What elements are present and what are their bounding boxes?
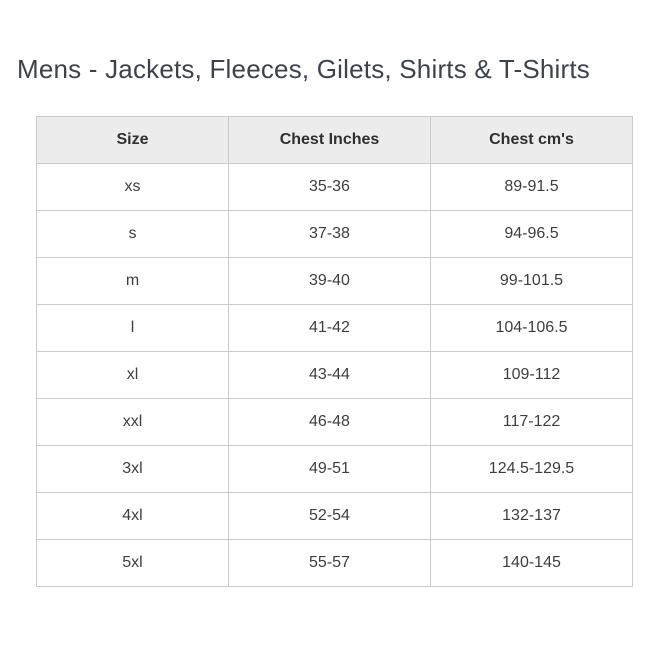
size-cell: xs [37, 164, 229, 211]
chest-cm-cell: 99-101.5 [431, 258, 633, 305]
page-title: Mens - Jackets, Fleeces, Gilets, Shirts & T-Shirts [17, 54, 591, 84]
table-row-4xl [37, 493, 633, 540]
size-cell: 3xl [37, 446, 229, 493]
size-cell: xl [37, 352, 229, 399]
column-header-size: Size [37, 117, 229, 164]
size-chart-table [36, 116, 633, 587]
size-cell: 4xl [37, 493, 229, 540]
size-cell: xxl [37, 399, 229, 446]
chest-inches-cell: 55-57 [229, 540, 431, 587]
chest-inches-cell: 46-48 [229, 399, 431, 446]
size-cell: m [37, 258, 229, 305]
table-row-3xl [37, 446, 633, 493]
chest-inches-cell: 49-51 [229, 446, 431, 493]
chest-inches-cell: 52-54 [229, 493, 431, 540]
chest-inches-cell: 41-42 [229, 305, 431, 352]
chest-cm-cell: 140-145 [431, 540, 633, 587]
size-cell: l [37, 305, 229, 352]
table-header-row [37, 117, 633, 164]
chest-inches-cell: 37-38 [229, 211, 431, 258]
chest-inches-cell: 35-36 [229, 164, 431, 211]
chest-inches-cell: 39-40 [229, 258, 431, 305]
chest-cm-cell: 132-137 [431, 493, 633, 540]
table-row-s [37, 211, 633, 258]
chest-inches-cell: 43-44 [229, 352, 431, 399]
column-header-chest-cm: Chest cm's [431, 117, 633, 164]
chest-cm-cell: 124.5-129.5 [431, 446, 633, 493]
chest-cm-cell: 109-112 [431, 352, 633, 399]
size-cell: s [37, 211, 229, 258]
table-row-xl [37, 352, 633, 399]
chest-cm-cell: 104-106.5 [431, 305, 633, 352]
table-row-xs [37, 164, 633, 211]
table-row-m [37, 258, 633, 305]
chest-cm-cell: 94-96.5 [431, 211, 633, 258]
table-row-xxl [37, 399, 633, 446]
table-row-l [37, 305, 633, 352]
chest-cm-cell: 89-91.5 [431, 164, 633, 211]
column-header-chest-inches: Chest Inches [229, 117, 431, 164]
size-cell: 5xl [37, 540, 229, 587]
chest-cm-cell: 117-122 [431, 399, 633, 446]
table-row-5xl [37, 540, 633, 587]
